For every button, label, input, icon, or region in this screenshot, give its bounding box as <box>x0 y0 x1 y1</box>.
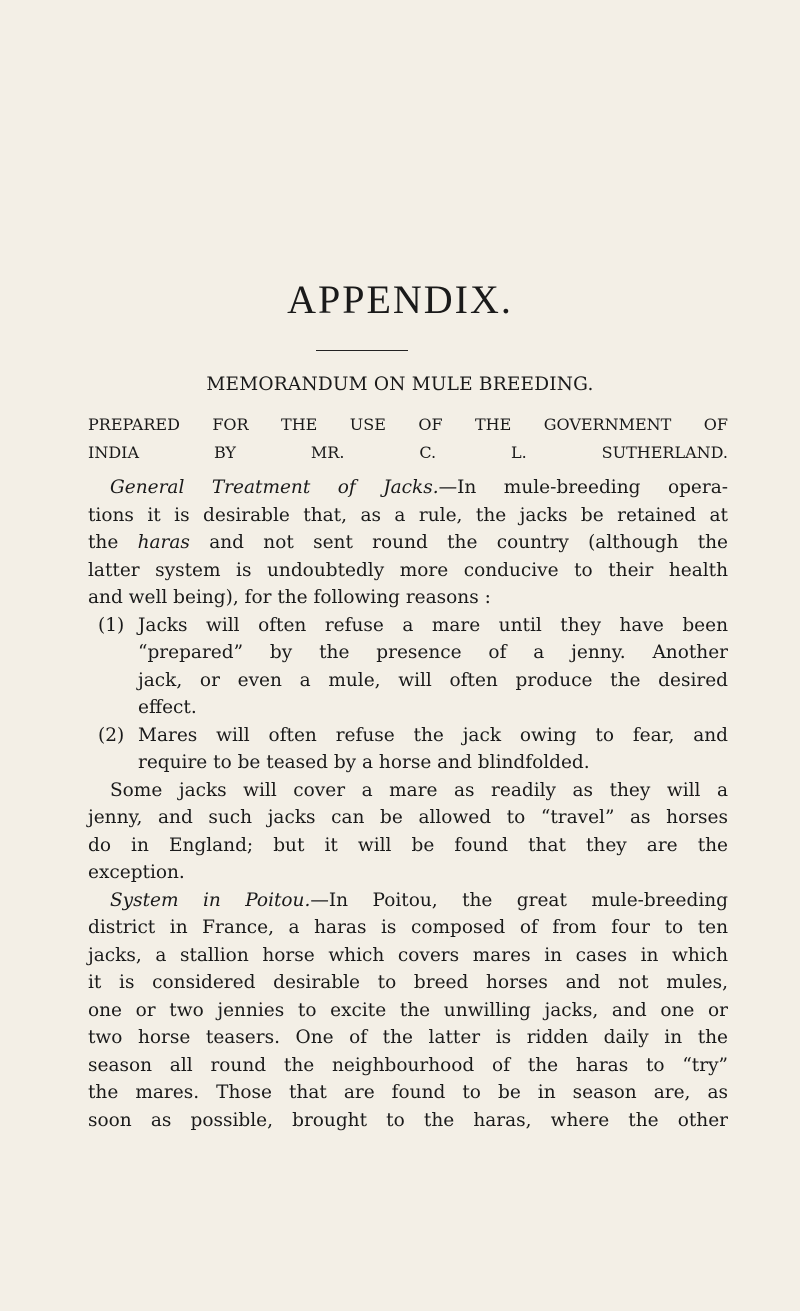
paragraph-line: System in Poitou.—In Poitou, the great mule-breeding <box>110 889 728 911</box>
paragraph-line: exception. <box>88 862 185 883</box>
list-number: (1) <box>98 614 125 636</box>
page-title: APPENDIX. <box>287 277 513 322</box>
paragraph-line: Some jacks will cover a mare as readily as they will a <box>110 779 728 801</box>
paragraph-line: soon as possible, brought to the haras, where the other <box>88 1109 728 1131</box>
paragraph-line: the haras and not sent round the country (although the <box>88 532 728 553</box>
section-lead: General Treatment of Jacks. <box>110 477 439 498</box>
paragraph-line: do in England; but it will be found that they are the <box>88 834 728 856</box>
memorandum-subheading <box>88 412 728 467</box>
list-item-line: jack, or even a mule, will often produce the desired <box>138 669 728 691</box>
list-item-line: effect. <box>138 697 197 718</box>
list-number: (2) <box>98 724 125 746</box>
section-lead: System in Poitou. <box>110 889 311 911</box>
body-text <box>88 474 728 1134</box>
paragraph-line: district in France, a haras is composed of from four to ten <box>88 917 728 938</box>
paragraph-line: latter system is undoubtedly more conducive to their health <box>88 559 728 581</box>
paragraph-line: season all round the neighbourhood of the haras to “try” <box>88 1054 728 1076</box>
title-divider <box>316 350 408 351</box>
paragraph-line: the mares. Those that are found to be in season are, as <box>88 1082 728 1103</box>
paragraph-line: one or two jennies to excite the unwilling jacks, and one or <box>88 999 728 1021</box>
list-item-line: require to be teased by a horse and blindfolded. <box>138 752 590 773</box>
list-item-line: (1) Jacks will often refuse a mare until they have been <box>98 612 728 640</box>
subheading-line: PREPARED FOR THE USE OF THE GOVERNMENT OF <box>88 415 728 434</box>
subheading-line: INDIA BY MR. C. L. SUTHERLAND. <box>88 442 728 462</box>
paragraph-line: jacks, a stallion horse which covers mares in cases in which <box>88 944 728 966</box>
list-item-line: (2) Mares will often refuse the jack owing to fear, and <box>98 722 728 750</box>
memorandum-heading: MEMORANDUM ON MULE BREEDING. <box>206 374 594 395</box>
paragraph-line: tions it is desirable that, as a rule, the jacks be retained at <box>88 504 728 526</box>
paragraph-line: jenny, and such jacks can be allowed to “travel” as horses <box>88 807 728 828</box>
list-item-line: “prepared” by the presence of a jenny. Another <box>138 642 728 663</box>
paragraph-line: it is considered desirable to breed horses and not mules, <box>88 972 728 993</box>
paragraph-line: two horse teasers. One of the latter is ridden daily in the <box>88 1027 728 1048</box>
paragraph-line: and well being), for the following reasons : <box>88 587 491 608</box>
paragraph-line: General Treatment of Jacks.—In mule-breeding opera- <box>110 477 728 498</box>
